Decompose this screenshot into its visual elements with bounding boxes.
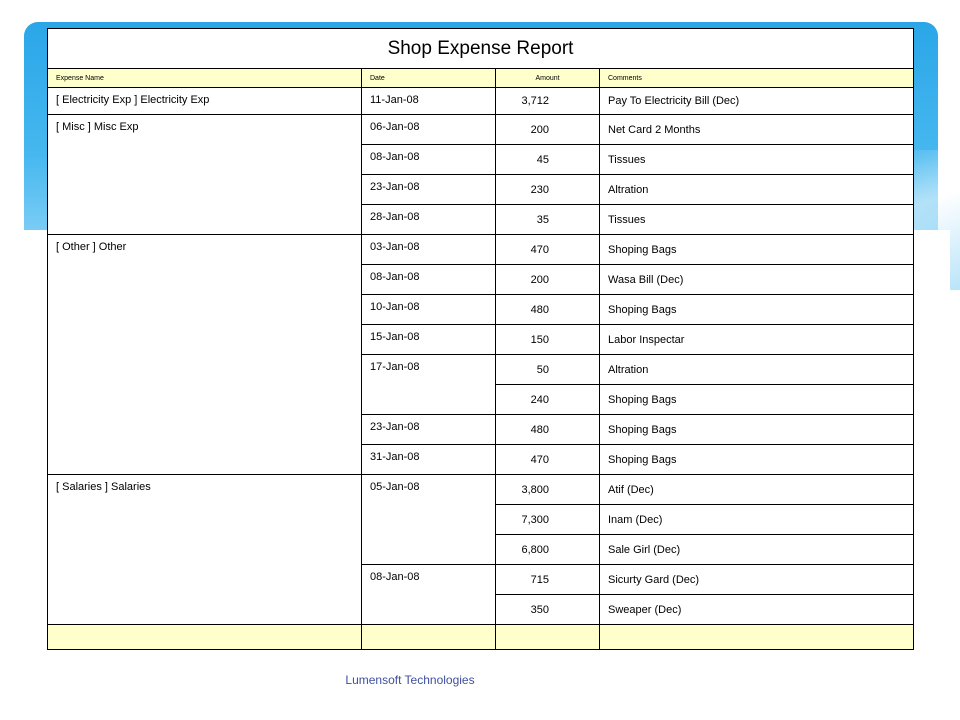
amount-cell: 470: [496, 235, 600, 265]
expense-report-table: [47, 28, 914, 650]
comment-cell: Altration: [600, 355, 914, 385]
amount-cell: 7,300: [496, 505, 600, 535]
amount-cell: 3,712: [496, 88, 600, 115]
comment-cell: Shoping Bags: [600, 295, 914, 325]
footer-cell: [48, 625, 362, 650]
date-cell: 31-Jan-08: [362, 445, 496, 475]
amount-cell: 480: [496, 295, 600, 325]
amount-cell: 3,800: [496, 475, 600, 505]
amount-cell: 240: [496, 385, 600, 415]
table-row: [48, 115, 914, 145]
date-cell: 10-Jan-08: [362, 295, 496, 325]
comment-cell: Inam (Dec): [600, 505, 914, 535]
amount-cell: 715: [496, 565, 600, 595]
amount-cell: 230: [496, 175, 600, 205]
date-cell: 05-Jan-08: [362, 475, 496, 565]
header-expense-name: Expense Name: [48, 69, 362, 88]
date-cell: 28-Jan-08: [362, 205, 496, 235]
comment-cell: Tissues: [600, 145, 914, 175]
amount-cell: 480: [496, 415, 600, 445]
footer-row: [48, 625, 914, 650]
comment-cell: Atif (Dec): [600, 475, 914, 505]
comment-cell: Shoping Bags: [600, 235, 914, 265]
comment-cell: Shoping Bags: [600, 445, 914, 475]
amount-cell: 200: [496, 115, 600, 145]
expense-name-cell: [ Electricity Exp ] Electricity Exp: [48, 88, 362, 115]
header-amount: Amount: [496, 69, 600, 88]
comment-cell: Sale Girl (Dec): [600, 535, 914, 565]
date-cell: 23-Jan-08: [362, 415, 496, 445]
table-row: [48, 88, 914, 115]
date-cell: 08-Jan-08: [362, 565, 496, 625]
expense-name-cell: [ Salaries ] Salaries: [48, 475, 362, 625]
amount-cell: 50: [496, 355, 600, 385]
table-row: [48, 475, 914, 505]
footer-cell: [362, 625, 496, 650]
comment-cell: Pay To Electricity Bill (Dec): [600, 88, 914, 115]
comment-cell: Shoping Bags: [600, 415, 914, 445]
date-cell: 08-Jan-08: [362, 145, 496, 175]
date-cell: 23-Jan-08: [362, 175, 496, 205]
comment-cell: Sweaper (Dec): [600, 595, 914, 625]
expense-name-cell: [ Misc ] Misc Exp: [48, 115, 362, 235]
comment-cell: Wasa Bill (Dec): [600, 265, 914, 295]
header-comments: Comments: [600, 69, 914, 88]
footer-cell: [600, 625, 914, 650]
report-body: [48, 88, 914, 625]
amount-cell: 35: [496, 205, 600, 235]
comment-cell: Net Card 2 Months: [600, 115, 914, 145]
table-row: [48, 235, 914, 265]
amount-cell: 150: [496, 325, 600, 355]
date-cell: 17-Jan-08: [362, 355, 496, 415]
date-cell: 03-Jan-08: [362, 235, 496, 265]
amount-cell: 6,800: [496, 535, 600, 565]
header-date: Date: [362, 69, 496, 88]
date-cell: 15-Jan-08: [362, 325, 496, 355]
comment-cell: Tissues: [600, 205, 914, 235]
date-cell: 11-Jan-08: [362, 88, 496, 115]
amount-cell: 200: [496, 265, 600, 295]
amount-cell: 350: [496, 595, 600, 625]
date-cell: 06-Jan-08: [362, 115, 496, 145]
footer-cell: [496, 625, 600, 650]
comment-cell: Labor Inspectar: [600, 325, 914, 355]
comment-cell: Altration: [600, 175, 914, 205]
date-cell: 08-Jan-08: [362, 265, 496, 295]
report-title: Shop Expense Report: [48, 29, 914, 69]
amount-cell: 470: [496, 445, 600, 475]
expense-name-cell: [ Other ] Other: [48, 235, 362, 475]
comment-cell: Shoping Bags: [600, 385, 914, 415]
amount-cell: 45: [496, 145, 600, 175]
comment-cell: Sicurty Gard (Dec): [600, 565, 914, 595]
company-name: Lumensoft Technologies: [345, 673, 475, 687]
